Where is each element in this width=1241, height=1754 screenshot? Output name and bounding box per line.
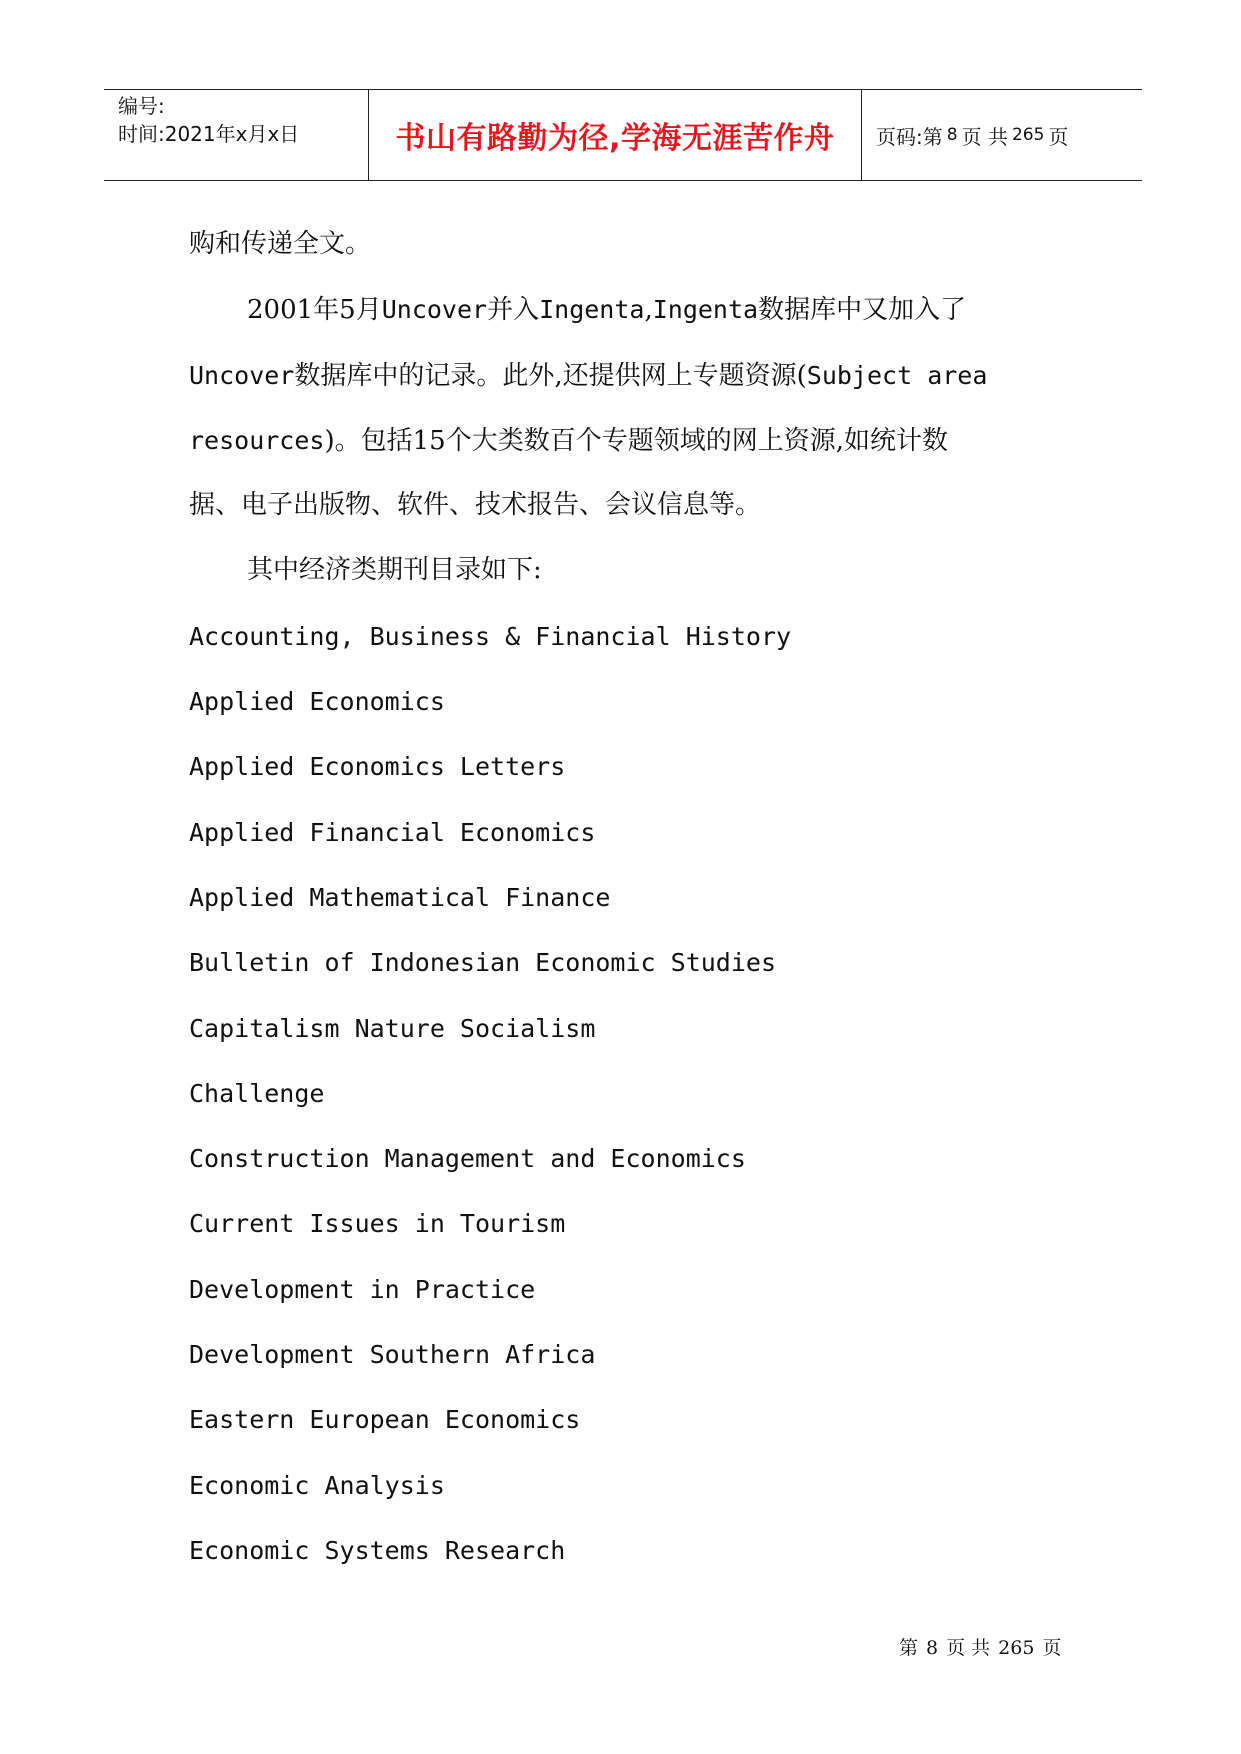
text-run: Subject area — [806, 360, 988, 390]
journal-list-item: Economic Systems Research — [189, 1535, 566, 1565]
document-body — [189, 212, 1069, 1583]
header-page-prefix: 页码:第 — [876, 124, 943, 149]
paragraph-line: 其中经济类期刊目录如下: — [247, 555, 542, 586]
paragraph-line: 据、电子出版物、软件、技术报告、会议信息等。 — [189, 490, 762, 521]
text-run: 2001年5月 — [247, 295, 382, 326]
text-run: 数据库中的记录。此外,还提供网上专题资源( — [294, 360, 807, 391]
journal-list-item: Applied Financial Economics — [189, 817, 596, 847]
document-date: 时间:2021年x月x日 — [118, 122, 300, 146]
journal-list-item: Current Issues in Tourism — [189, 1209, 566, 1239]
header-page-suffix: 页 — [1048, 124, 1069, 149]
text-run: Ingenta — [652, 295, 759, 325]
journal-list-item: Construction Management and Economics — [189, 1144, 746, 1174]
header-page-total: 265 — [1011, 125, 1045, 145]
paragraph-line — [189, 343, 1069, 408]
footer-page-number: 8 — [926, 1637, 939, 1659]
journal-list-item: Bulletin of Indonesian Economic Studies — [189, 948, 776, 978]
footer-prefix: 第 — [899, 1637, 919, 1659]
text-run: , — [644, 295, 653, 326]
header-meta — [104, 90, 369, 180]
paragraph-line — [189, 408, 1069, 473]
journal-list-item: Development Southern Africa — [189, 1340, 596, 1370]
document-number-label: 编号: — [118, 94, 165, 118]
journal-list-item: Challenge — [189, 1078, 325, 1108]
page-header — [104, 89, 1142, 181]
text-run: 并入 — [487, 295, 540, 326]
text-run: Uncover — [381, 295, 488, 325]
text-run: 数据库中又加入了 — [758, 295, 967, 326]
text-run: Uncover — [189, 360, 295, 390]
text-run: )。包括15个大类数百个专题领域的网上资源,如统计数 — [324, 425, 948, 456]
journal-list-item: Capitalism Nature Socialism — [189, 1013, 596, 1043]
journal-list-item: Applied Economics Letters — [189, 752, 566, 782]
paragraph-line: 购和传递全文。 — [189, 229, 372, 259]
journal-list-item: Development in Practice — [189, 1274, 536, 1304]
header-page-number: 8 — [946, 125, 958, 145]
journal-list-item: Eastern European Economics — [189, 1405, 581, 1435]
footer-suffix: 页 — [1042, 1637, 1062, 1659]
header-page-indicator — [862, 90, 1142, 180]
header-page-mid: 页 共 — [961, 124, 1008, 149]
paragraph-line — [189, 277, 1069, 342]
footer-mid: 页 共 — [946, 1637, 991, 1659]
footer-page-total: 265 — [998, 1637, 1035, 1659]
page-footer — [895, 1633, 1065, 1660]
journal-list-item: Applied Economics — [189, 687, 445, 717]
text-run: resources — [189, 425, 325, 455]
journal-list-item: Economic Analysis — [189, 1470, 445, 1500]
journal-list-item: Applied Mathematical Finance — [189, 882, 611, 912]
journal-list-item: Accounting, Business & Financial History — [189, 621, 792, 651]
text-run: Ingenta — [539, 295, 645, 325]
header-motto: 书山有路勤为径,学海无涯苦作舟 — [369, 90, 862, 180]
